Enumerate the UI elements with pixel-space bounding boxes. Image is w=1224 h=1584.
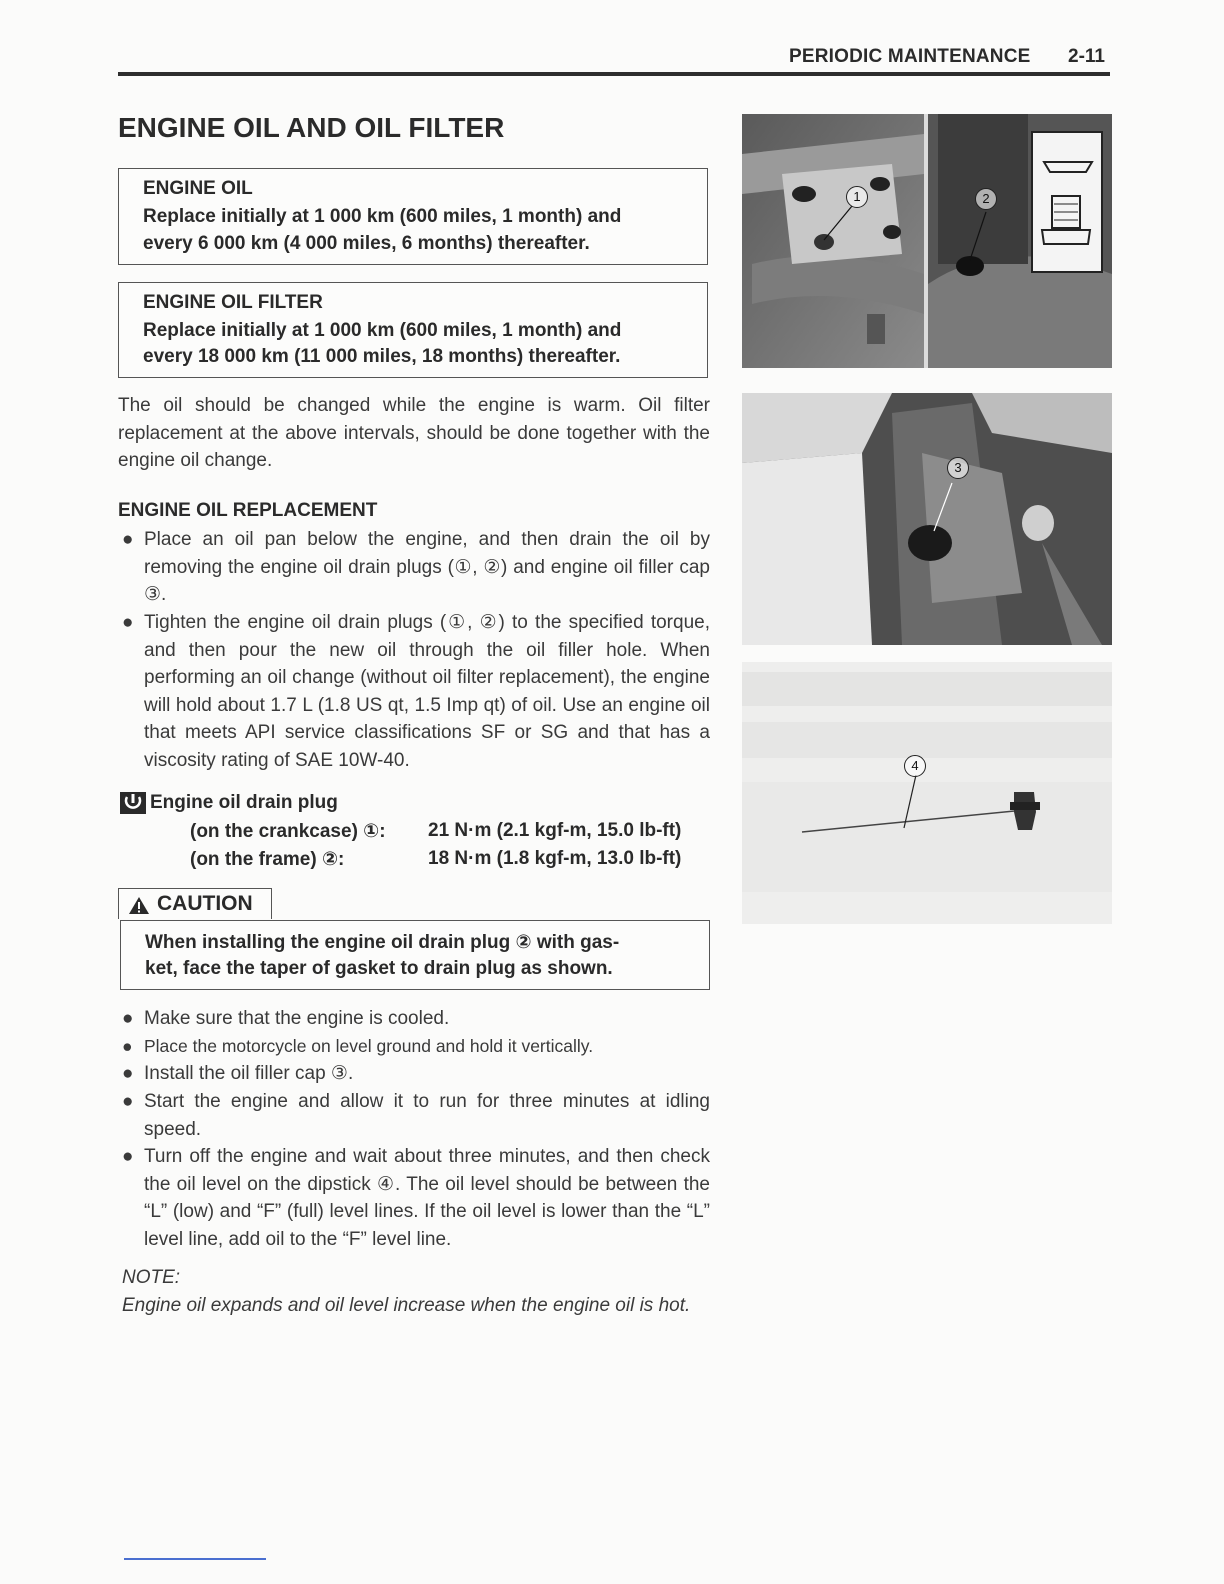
torque-row2-label: (on the frame) ②: [190,849,345,870]
torque-row1-value: 21 N·m (2.1 kgf-m, 15.0 lb-ft) [428,820,682,841]
replacement-heading: ENGINE OIL REPLACEMENT [118,500,378,521]
oil-filter-interval-line1: Replace initially at 1 000 km (600 miles, 1 month) and [143,320,622,341]
bullet-icon: ● [122,1146,134,1167]
list-item [118,1143,710,1255]
torque-row1-label: (on the crankcase) ①: [190,821,386,842]
page-number: 2-11 [1068,46,1105,67]
list-item [118,1005,710,1033]
drain-plugs-photo [742,114,1112,368]
torque-row2-value: 18 N·m (1.8 kgf-m, 13.0 lb-ft) [428,848,682,869]
bullet-icon: ● [122,612,134,633]
callout-2: 2 [975,188,997,210]
bullet-icon: ● [122,1091,134,1112]
callout-3: 3 [947,457,969,479]
bullet-icon: ● [122,1036,133,1056]
caution-line1: When installing the engine oil drain plug ② with gas- [145,932,620,953]
footer-rule [124,1558,266,1560]
bullet-icon: ● [122,1063,134,1084]
warning-triangle-icon [128,896,150,920]
caution-label: CAUTION [157,892,253,915]
page-title: ENGINE OIL AND OIL FILTER [118,112,505,143]
list-item [118,1088,710,1144]
torque-label: Engine oil drain plug [150,792,338,813]
list-item [118,609,710,775]
check-text: Place the motorcycle on level ground and hold it vertically. [144,1036,594,1056]
oil-filter-interval-box [118,282,708,378]
engine-oil-interval-line1: Replace initially at 1 000 km (600 miles, 1 month) and [143,206,622,227]
engine-oil-heading: ENGINE OIL [143,178,253,199]
list-item [118,1060,710,1088]
intro-paragraph: The oil should be changed while the engine is warm. Oil filter replacement at the above intervals, should be done together with the engine oil change. [118,395,710,471]
bullet-icon: ● [122,1008,134,1029]
oil-filter-interval-line2: every 18 000 km (11 000 miles, 18 months) thereafter. [143,346,621,367]
check-text: Turn off the engine and wait about three minutes, and then check the oil level on the dipstick ④. The oil level should be between the “L” (low) and “F” (full) level lines. If the oil level is lower than the “L” level line, add oil to the “F” level line. [144,1146,710,1250]
callout-1: 1 [846,186,868,208]
check-text: Make sure that the engine is cooled. [144,1008,450,1029]
list-item [118,526,710,610]
check-text: Start the engine and allow it to run for three minutes at idling speed. [144,1091,710,1140]
caution-line2: ket, face the taper of gasket to drain plug as shown. [145,958,613,979]
callout-4: 4 [904,755,926,777]
note-text: Engine oil expands and oil level increase when the engine oil is hot. [122,1295,691,1316]
oil-filler-cap-photo [742,393,1112,645]
step-text: Place an oil pan below the engine, and then drain the oil by removing the engine oil drain plugs (①, ②) and engine oil filler cap ③. [144,529,710,605]
caution-box [120,920,710,990]
step-text: Tighten the engine oil drain plugs (①, ②) to the specified torque, and then pour the new oil through the oil filler hole. When performing an oil change (without oil filter replacement), the engine will hold about 1.7 L (1.8 US qt, 1.5 Imp qt) of oil. Use an engine oil that meets API service classifications SF or SG and that has a viscosity rating of SAE 10W-40. [144,612,710,771]
header-rule [118,72,1110,76]
dipstick-photo [742,662,1112,924]
running-header-section: PERIODIC MAINTENANCE [789,46,1031,67]
bullet-icon: ● [122,529,134,550]
torque-icon [119,791,147,820]
list-item [118,1033,710,1061]
oil-filter-heading: ENGINE OIL FILTER [143,292,323,313]
note-label: NOTE: [122,1267,181,1288]
engine-oil-interval-box [118,168,708,265]
check-text: Install the oil filler cap ③. [144,1063,354,1084]
engine-oil-interval-line2: every 6 000 km (4 000 miles, 6 months) thereafter. [143,233,590,254]
